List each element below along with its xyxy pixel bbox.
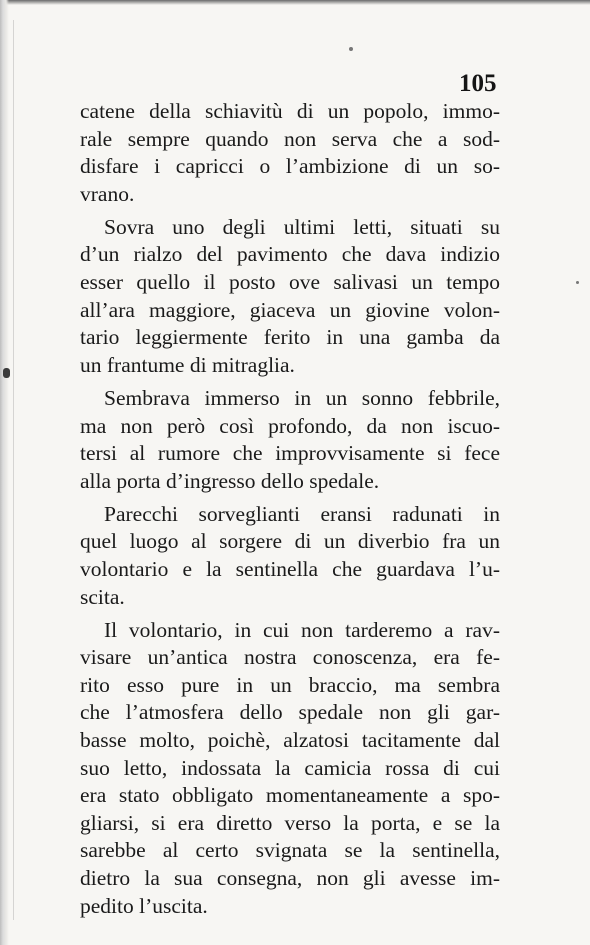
- text-line: volontario e la sentinella che guardava l’u-: [80, 557, 500, 581]
- text-line: Sembrava immerso in un sonno febbrile,: [104, 385, 500, 410]
- page-top-edge: [0, 0, 590, 5]
- page-number: 105: [459, 70, 497, 97]
- text-line: alla porta d’ingresso dello spedale.: [80, 468, 380, 493]
- body-text: [80, 98, 500, 920]
- text-line: che l’atmosfera dello spedale non gli gar-: [80, 700, 500, 725]
- text-line: pedito l’uscita.: [80, 893, 208, 918]
- paragraph: [80, 385, 500, 495]
- text-line: era stato obbligato momentaneamente a spo-: [80, 783, 500, 808]
- text-line: Sovra uno degli ultimi letti, situati su: [104, 214, 500, 239]
- text-line: catene della schiavitù di un popolo, immo-: [80, 99, 500, 123]
- text-line: sarebbe al certo svignata se la sentinella,: [80, 838, 500, 863]
- binding-mark: [3, 368, 10, 378]
- text-line: vrano.: [80, 181, 135, 206]
- paragraph: [80, 617, 500, 921]
- paragraph: [80, 98, 500, 208]
- page-fold-line: [13, 20, 14, 920]
- text-line: disfare i capricci o l’ambizione di un so-: [80, 154, 500, 179]
- text-line: d’un rialzo del pavimento che dava indizio: [80, 242, 500, 267]
- text-line: esser quello il posto ove salivasi un tempo: [80, 270, 500, 295]
- page-binding-shadow: [0, 0, 9, 945]
- text-line: tersi al rumore che improvvisamente si fece: [80, 441, 500, 466]
- paragraph: [80, 214, 500, 380]
- ink-speck: [349, 47, 353, 51]
- text-line: scita.: [80, 584, 125, 609]
- text-line: suo letto, indossata la camicia rossa di cui: [80, 755, 500, 780]
- paragraph: [80, 501, 500, 611]
- text-line: rito esso pure in un braccio, ma sembra: [80, 672, 500, 697]
- text-line: rale sempre quando non serva che a sod-: [80, 126, 500, 151]
- text-line: quel luogo al sorgere di un diverbio fra un: [80, 529, 500, 554]
- text-line: all’ara maggiore, giaceva un giovine volon-: [80, 297, 500, 322]
- text-line: gliarsi, si era diretto verso la porta, e se la: [80, 810, 500, 835]
- text-line: tario leggiermente ferito in una gamba da: [80, 325, 500, 350]
- text-line: dietro la sua consegna, non gli avesse im-: [80, 866, 500, 891]
- text-line: visare un’antica nostra conoscenza, era fe-: [80, 645, 500, 670]
- ink-speck: [576, 281, 579, 284]
- text-line: un frantume di mitraglia.: [80, 352, 295, 377]
- text-line: Parecchi sorveglianti eransi radunati in: [104, 501, 500, 526]
- text-line: ma non però così profondo, da non iscuo-: [80, 413, 500, 438]
- text-line: Il volontario, in cui non tarderemo a rav-: [104, 617, 500, 642]
- text-line: basse molto, poichè, alzatosi tacitamente dal: [80, 728, 500, 753]
